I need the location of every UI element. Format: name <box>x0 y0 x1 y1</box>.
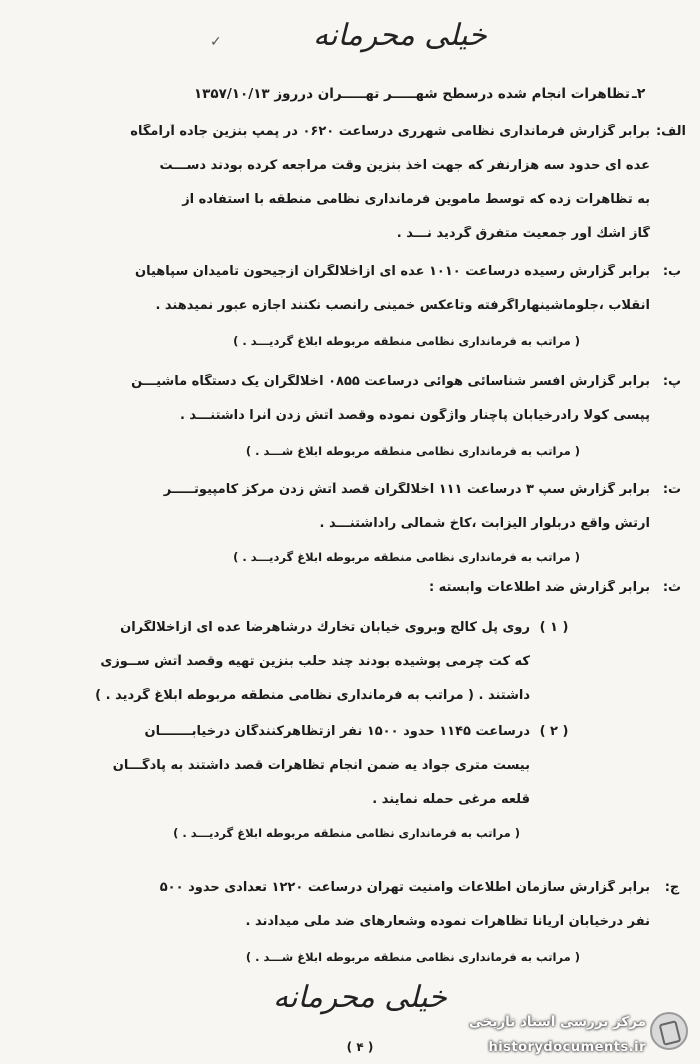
subitem-marker-2: ( ۲ ) <box>539 724 569 739</box>
classification-stamp-bottom: خیلی محرمانه <box>273 980 447 1015</box>
classification-stamp-top: خیلی محرمانه <box>313 18 487 53</box>
item-number: ۲ـ <box>632 86 646 102</box>
section-jim-line: نفر درخیابان آریانا تظاهرات نموده وشعارهای ضد ملی میدادند . <box>245 914 650 929</box>
subitem-2-line: قلعه مرغی حمله نمایند . <box>372 792 530 807</box>
section-be-line: انقلاب ،جلوماشینهاراگرفته وتاعکس خمینی رانصب نکنند اجازه عبور نمیدهند . <box>155 298 650 313</box>
section-jim-note: ( مراتب به فرمانداری نظامی منطقه مربوطه ابلاغ شـــد . ) <box>245 950 580 964</box>
subitem-1-line: که کت چرمی پوشیده بودند چند حلب بنزین تهیه وقصد آتش ســوزی <box>100 654 530 669</box>
watermark-url: historydocuments.ir <box>488 1040 646 1055</box>
section-be-note: ( مراتب به فرمانداری نظامی منطقه مربوطه ابلاغ گردیـــد . ) <box>233 334 580 348</box>
section-marker-alef: الف: <box>655 124 686 139</box>
subitem-2-line: درساعت ۱۱۴۵ حدود ۱۵۰۰ نفر ازتظاهرکنندگان درخیابـــــــان <box>144 724 530 739</box>
section-alef-line: به تظاهرات زده که توسط ماموین فرمانداری نظامی منطقه با استفاده از <box>182 192 650 207</box>
subitem-marker-1: ( ۱ ) <box>539 620 569 635</box>
section-marker-jim: ج: <box>664 880 680 895</box>
section-marker-be: ب: <box>662 264 682 279</box>
section-pe-note: ( مراتب به فرمانداری نظامی منطقه مربوطه ابلاغ شـــد . ) <box>245 444 580 458</box>
section-te-note: ( مراتب به فرمانداری نظامی منطقه مربوطه ابلاغ گردیـــد . ) <box>233 550 580 564</box>
subitem-2-line: بیست متری جواد یه ضمن انجام تظاهرات قصد داشتند به پادگـــان <box>112 758 530 773</box>
subitem-2-note: ( مراتب به فرمانداری نظامی منطقه مربوطه ابلاغ گردیـــد . ) <box>173 826 520 840</box>
section-te-line: ارتش واقع دربلوار الیزابت ،کاخ شمالی راداشتنـــد . <box>319 516 650 531</box>
watermark-name: مرکز بررسی اسناد تاریخی <box>468 1014 646 1030</box>
section-marker-te: ت: <box>662 482 682 497</box>
section-marker-se: ث: <box>662 580 682 595</box>
document-title: تظاهرات انجام شده درسطح شهـــــر تهـــــران درروز ۱۳۵۷/۱۰/۱۳ <box>193 86 630 102</box>
subitem-1-line: روی پل کالج وبروی خیابان تخارك درشاهرضا عده ای ازاخلالگران <box>120 620 530 635</box>
section-pe-line: برابر گزارش افسر شناسائی هوائی درساعت ۰۸۵۵ اخلالگران یک دستگاه ماشیـــن <box>131 374 650 389</box>
section-be-line: برابر گزارش رسیده درساعت ۱۰۱۰ عده ای ازاخلالگران ازجیحون تامیدان سپاهیان <box>135 264 650 279</box>
section-te-line: برابر گزارش سپ ۳ درساعت ۱۱۱ اخلالگران قصد آتش زدن مرکز کامپیوتـــــر <box>163 482 650 497</box>
section-alef-line: برابر گزارش فرمانداری نظامی شهرری درساعت ۰۶۲۰ در پمپ بنزین جاده آرامگاه <box>130 124 650 139</box>
section-se-intro: برابر گزارش ضد اطلاعات وابسته : <box>428 580 650 595</box>
section-pe-line: پپسی کولا رادرخیابان پاچنار واژگون نموده وقصد آتش زدن آنرا داشتنـــد . <box>179 408 650 423</box>
page-number: ( ۴ ) <box>346 1040 374 1054</box>
subitem-1-line: داشتند . ( مراتب به فرمانداری نظامی منطقه مربوطه ابلاغ گردید . ) <box>95 688 530 703</box>
watermark-logo <box>462 1006 692 1062</box>
section-alef-line: گاز اشك آور جمعیت متفرق گردید نـــد . <box>396 226 650 241</box>
check-mark-icon: ✓ <box>210 34 222 50</box>
section-jim-line: برابر گزارش سازمان اطلاعات وامنیت تهران درساعت ۱۲۲۰ تعدادی حدود ۵۰۰ <box>159 880 650 895</box>
section-alef-line: عده ای حدود سه هزارنفر که جهت اخذ بنزین وقت مراجعه کرده بودند دســـت <box>159 158 650 173</box>
archive-logo-icon <box>650 1012 688 1050</box>
section-marker-pe: پ: <box>662 374 682 389</box>
